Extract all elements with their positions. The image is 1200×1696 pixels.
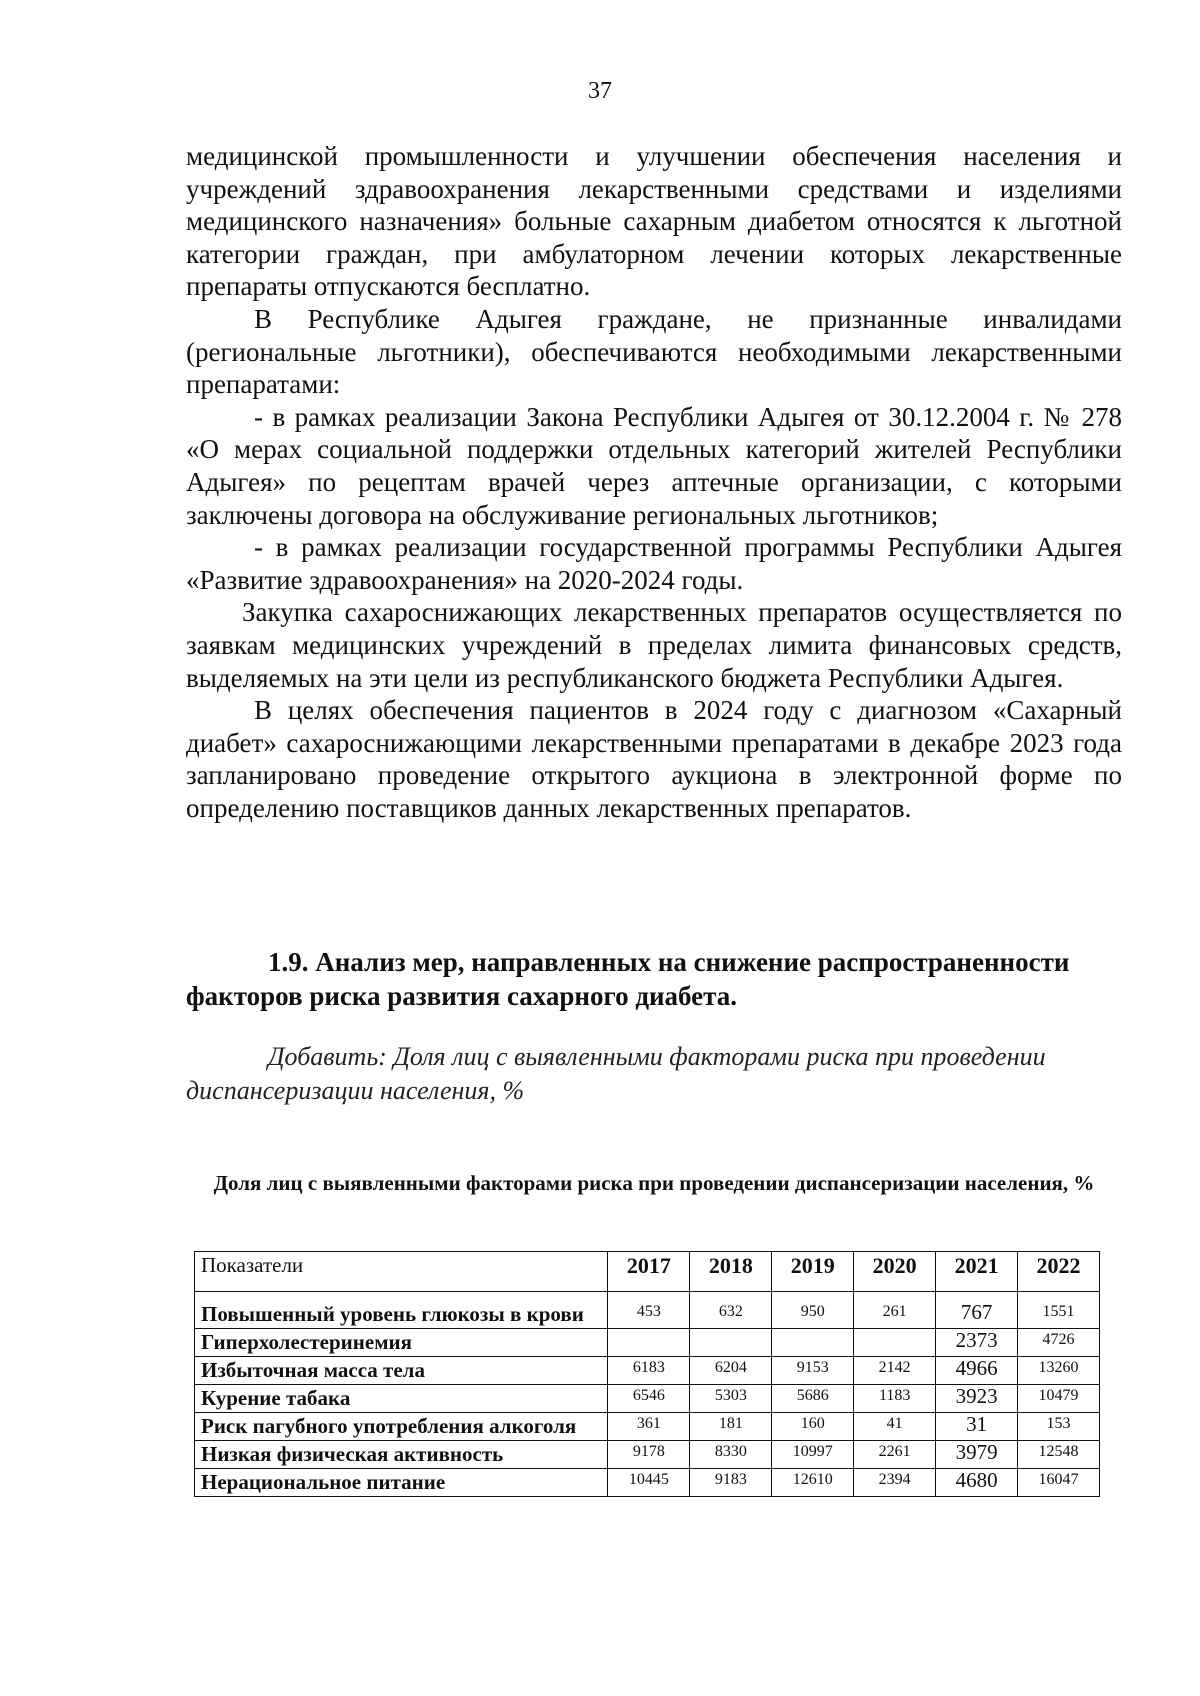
cell-value: 2261 <box>854 1441 936 1469</box>
header-year: 2021 <box>936 1252 1018 1292</box>
cell-value: 153 <box>1018 1413 1100 1441</box>
cell-value: 12610 <box>772 1469 854 1497</box>
row-label: Нерациональное питание <box>195 1469 608 1497</box>
paragraph-6: В целях обеспечения пациентов в 2024 году с диагнозом «Сахарный диабет» сахароснижающими лекарственными препаратами в декабре 2023 года запланировано проведение открытого аукциона в электронной форме по определению поставщиков данных лекарственных препаратов. <box>186 695 1122 823</box>
note-text: Добавить: Доля лиц с выявленными факторами риска при проведении диспансеризации населения, % <box>186 1042 1046 1105</box>
cell-value <box>608 1329 690 1357</box>
table-header-row <box>195 1252 1100 1292</box>
row-label: Гиперхолестеринемия <box>195 1329 608 1357</box>
header-year: 2019 <box>772 1252 854 1292</box>
risk-factors-table <box>194 1251 1100 1497</box>
header-year: 2017 <box>608 1252 690 1292</box>
header-label: Показатели <box>195 1252 608 1292</box>
header-year: 2022 <box>1018 1252 1100 1292</box>
cell-value: 160 <box>772 1413 854 1441</box>
cell-value: 1551 <box>1018 1292 1100 1329</box>
cell-value: 3979 <box>936 1441 1018 1469</box>
cell-value <box>854 1329 936 1357</box>
cell-value: 6546 <box>608 1385 690 1413</box>
cell-value: 10479 <box>1018 1385 1100 1413</box>
cell-value: 767 <box>936 1292 1018 1329</box>
cell-value: 181 <box>690 1413 772 1441</box>
cell-value: 12548 <box>1018 1441 1100 1469</box>
cell-value: 16047 <box>1018 1469 1100 1497</box>
cell-value: 13260 <box>1018 1357 1100 1385</box>
cell-value: 6204 <box>690 1357 772 1385</box>
cell-value: 2142 <box>854 1357 936 1385</box>
table-row <box>195 1329 1100 1357</box>
paragraph-3: - в рамках реализации Закона Республики Адыгея от 30.12.2004 г. № 278 «О мерах социальной поддержки отдельных категорий жителей Республики Адыгея» по рецептам врачей через аптечные организации, с которыми заключены договора на обслуживание региональных льготников; <box>186 401 1122 530</box>
cell-value: 5303 <box>690 1385 772 1413</box>
cell-value: 4680 <box>936 1469 1018 1497</box>
cell-value <box>690 1329 772 1357</box>
cell-value: 261 <box>854 1292 936 1329</box>
header-year: 2020 <box>854 1252 936 1292</box>
section-heading: 1.9. Анализ мер, направленных на снижение распространенности факторов риска развития сахарного диабета. <box>186 947 1070 1011</box>
paragraph-5: Закупка сахароснижающих лекарственных препаратов осуществляется по заявкам медицинских учреждений в пределах лимита финансовых средств, выделяемых на эти цели из республиканского бюджета Республики Адыгея. <box>186 597 1122 693</box>
cell-value: 2373 <box>936 1329 1018 1357</box>
cell-value: 9153 <box>772 1357 854 1385</box>
row-label: Повышенный уровень глюкозы в крови <box>195 1292 608 1329</box>
paragraph-4: - в рамках реализации государственной программы Республики Адыгея «Развитие здравоохранения» на 2020-2024 годы. <box>186 532 1122 595</box>
body-text <box>186 140 1122 824</box>
paragraph-1: медицинской промышленности и улучшении обеспечения населения и учреждений здравоохранения лекарственными средствами и изделиями медицинского назначения» больные сахарным диабетом относятся к льготной категории граждан, при амбулаторном лечении которых лекарственные препараты отпускаются бесплатно. <box>186 141 1122 302</box>
cell-value: 31 <box>936 1413 1018 1441</box>
row-label: Курение табака <box>195 1385 608 1413</box>
row-label: Низкая физическая активность <box>195 1441 608 1469</box>
table-row <box>195 1441 1100 1469</box>
cell-value: 2394 <box>854 1469 936 1497</box>
cell-value: 4726 <box>1018 1329 1100 1357</box>
table-caption: Доля лиц с выявленными факторами риска при проведении диспансеризации населения, % <box>213 1171 1095 1195</box>
cell-value: 10445 <box>608 1469 690 1497</box>
cell-value: 1183 <box>854 1385 936 1413</box>
page-number: 37 <box>588 78 612 104</box>
table-row <box>195 1469 1100 1497</box>
cell-value: 632 <box>690 1292 772 1329</box>
header-year: 2018 <box>690 1252 772 1292</box>
cell-value: 4966 <box>936 1357 1018 1385</box>
table-row <box>195 1357 1100 1385</box>
row-label: Риск пагубного употребления алкоголя <box>195 1413 608 1441</box>
cell-value: 950 <box>772 1292 854 1329</box>
cell-value: 9183 <box>690 1469 772 1497</box>
cell-value: 5686 <box>772 1385 854 1413</box>
cell-value: 6183 <box>608 1357 690 1385</box>
table-row <box>195 1292 1100 1329</box>
cell-value: 453 <box>608 1292 690 1329</box>
cell-value: 41 <box>854 1413 936 1441</box>
paragraph-2: В Республике Адыгея граждане, не признанные инвалидами (региональные льготники), обеспечиваются необходимыми лекарственными препаратами: <box>186 303 1122 400</box>
cell-value: 9178 <box>608 1441 690 1469</box>
row-label: Избыточная масса тела <box>195 1357 608 1385</box>
table-row <box>195 1413 1100 1441</box>
cell-value <box>772 1329 854 1357</box>
cell-value: 10997 <box>772 1441 854 1469</box>
cell-value: 8330 <box>690 1441 772 1469</box>
cell-value: 361 <box>608 1413 690 1441</box>
table-row <box>195 1385 1100 1413</box>
cell-value: 3923 <box>936 1385 1018 1413</box>
